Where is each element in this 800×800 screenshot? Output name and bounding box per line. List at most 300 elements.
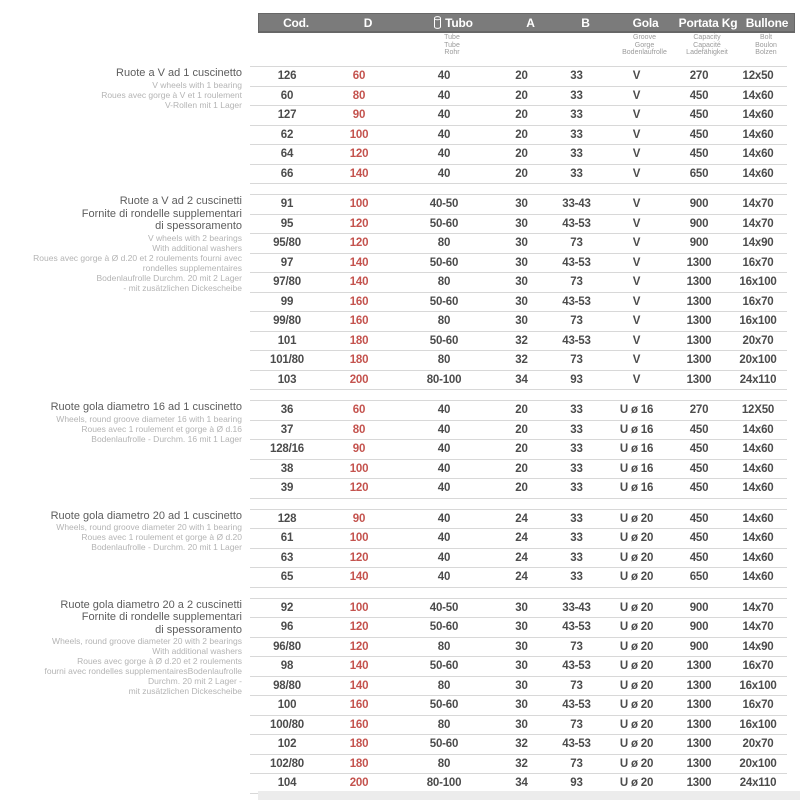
cell-bullone: 16x100 bbox=[739, 679, 777, 692]
cell-b: 73 bbox=[570, 718, 583, 731]
table-row bbox=[250, 479, 787, 499]
group-subtitle-line: Roues avec gorge à Ø d.20 et 2 roulements bbox=[77, 656, 242, 666]
subheader-line: Boulon bbox=[755, 41, 777, 49]
cell-bullone: 14x60 bbox=[742, 551, 774, 564]
cell-d: 160 bbox=[349, 718, 369, 731]
column-header-label: Tubo bbox=[445, 15, 473, 30]
group-rows bbox=[250, 509, 787, 588]
cell-d: 120 bbox=[349, 237, 369, 250]
table-row bbox=[250, 371, 787, 391]
cell-cod: 104 bbox=[277, 777, 297, 790]
cell-b: 73 bbox=[570, 315, 583, 328]
cell-gola: V bbox=[632, 295, 641, 308]
cell-d: 90 bbox=[352, 512, 366, 525]
cell-d: 140 bbox=[349, 256, 369, 269]
cell-cod: 65 bbox=[280, 571, 294, 584]
cell-b: 73 bbox=[570, 237, 583, 250]
cell-d: 80 bbox=[352, 89, 366, 102]
cell-bullone: 14x90 bbox=[742, 640, 774, 653]
subheader-line: Groove bbox=[633, 34, 656, 41]
cell-a: 32 bbox=[515, 354, 528, 367]
cell-gola: V bbox=[632, 276, 641, 289]
cell-b: 33 bbox=[570, 109, 583, 122]
cell-cod: 37 bbox=[280, 423, 294, 436]
cell-bullone: 20x100 bbox=[739, 354, 777, 367]
cell-tubo: 40 bbox=[437, 109, 451, 122]
cell-tubo: 40 bbox=[437, 462, 451, 475]
cell-cod: 95/80 bbox=[273, 237, 301, 250]
cell-cod: 38 bbox=[280, 462, 294, 475]
cell-a: 20 bbox=[515, 462, 528, 475]
column-header-gola bbox=[613, 16, 678, 30]
cell-d: 140 bbox=[349, 679, 369, 692]
cell-portata-kg: 450 bbox=[689, 462, 709, 475]
cell-portata-kg: 270 bbox=[689, 70, 709, 83]
cell-gola: V bbox=[632, 256, 641, 269]
cell-d: 100 bbox=[349, 198, 369, 211]
cell-cod: 97 bbox=[280, 256, 294, 269]
cell-tubo: 80 bbox=[437, 679, 451, 692]
cell-b: 33 bbox=[570, 571, 583, 584]
cell-d: 140 bbox=[349, 660, 369, 673]
cell-cod: 95 bbox=[280, 217, 294, 230]
cell-tubo: 80-100 bbox=[426, 373, 462, 386]
cell-gola: U ø 20 bbox=[619, 640, 654, 653]
subheader-line: Capacité bbox=[693, 41, 721, 49]
cell-portata-kg: 450 bbox=[689, 148, 709, 161]
cell-a: 20 bbox=[515, 89, 528, 102]
cell-d: 100 bbox=[349, 532, 369, 545]
column-header-cod bbox=[259, 16, 333, 30]
cell-portata-kg: 1300 bbox=[686, 334, 712, 347]
cell-cod: 128/16 bbox=[270, 443, 304, 456]
cell-gola: V bbox=[632, 373, 641, 386]
column-header-tubo bbox=[403, 16, 503, 30]
column-subheader-d bbox=[332, 34, 402, 57]
cell-tubo: 40-50 bbox=[429, 601, 459, 614]
column-header-label: A bbox=[526, 15, 535, 30]
cell-portata-kg: 450 bbox=[689, 532, 709, 545]
cell-a: 20 bbox=[515, 167, 528, 180]
table-row bbox=[250, 735, 787, 755]
cell-a: 30 bbox=[515, 217, 528, 230]
cell-b: 33 bbox=[570, 128, 583, 141]
cell-cod: 63 bbox=[280, 551, 294, 564]
cell-d: 160 bbox=[349, 315, 369, 328]
cell-a: 34 bbox=[515, 373, 528, 386]
table-row bbox=[250, 273, 787, 293]
cell-portata-kg: 1300 bbox=[686, 256, 712, 269]
cell-a: 32 bbox=[515, 757, 528, 770]
cell-a: 30 bbox=[515, 601, 528, 614]
cell-gola: U ø 20 bbox=[619, 777, 654, 790]
group-title-line: di spessoramento bbox=[155, 220, 242, 232]
group-rows bbox=[250, 400, 787, 499]
cell-bullone: 16x100 bbox=[739, 276, 777, 289]
cell-tubo: 80 bbox=[437, 640, 451, 653]
cell-portata-kg: 900 bbox=[689, 237, 709, 250]
table-row bbox=[250, 312, 787, 332]
cell-portata-kg: 900 bbox=[689, 621, 709, 634]
cell-d: 100 bbox=[349, 128, 369, 141]
cell-cod: 66 bbox=[280, 167, 294, 180]
cell-a: 30 bbox=[515, 315, 528, 328]
cell-bullone: 14x60 bbox=[742, 128, 774, 141]
cell-a: 30 bbox=[515, 276, 528, 289]
cell-b: 43-53 bbox=[562, 334, 591, 347]
cell-tubo: 80-100 bbox=[426, 777, 462, 790]
table-row bbox=[250, 618, 787, 638]
cell-gola: V bbox=[632, 198, 641, 211]
cell-portata-kg: 450 bbox=[689, 443, 709, 456]
cell-tubo: 40 bbox=[437, 89, 451, 102]
cell-bullone: 20x70 bbox=[742, 334, 774, 347]
cell-bullone: 14x70 bbox=[742, 198, 774, 211]
cell-cod: 101 bbox=[277, 334, 297, 347]
cell-gola: U ø 16 bbox=[619, 462, 654, 475]
table-row bbox=[250, 234, 787, 254]
cell-cod: 36 bbox=[280, 404, 294, 417]
cell-gola: U ø 16 bbox=[619, 482, 654, 495]
column-subheader-cod bbox=[258, 34, 332, 57]
cell-d: 120 bbox=[349, 482, 369, 495]
cell-gola: U ø 20 bbox=[619, 660, 654, 673]
cell-b: 33-43 bbox=[562, 601, 591, 614]
cell-tubo: 80 bbox=[437, 354, 451, 367]
product-group-4 bbox=[0, 509, 800, 588]
table-header-bar bbox=[258, 13, 795, 33]
cell-b: 43-53 bbox=[562, 295, 591, 308]
cell-d: 140 bbox=[349, 167, 369, 180]
cell-tubo: 40 bbox=[437, 512, 451, 525]
cell-b: 93 bbox=[570, 373, 583, 386]
cell-a: 20 bbox=[515, 443, 528, 456]
cell-b: 43-53 bbox=[562, 621, 591, 634]
cell-bullone: 14x60 bbox=[742, 532, 774, 545]
cell-gola: V bbox=[632, 109, 641, 122]
cell-tubo: 50-60 bbox=[429, 699, 459, 712]
cell-a: 20 bbox=[515, 404, 528, 417]
cell-cod: 96 bbox=[280, 621, 294, 634]
group-subtitle-line: V wheels with 2 bearings bbox=[147, 232, 242, 243]
cell-d: 120 bbox=[349, 148, 369, 161]
product-group-1 bbox=[0, 66, 800, 184]
cell-cod: 128 bbox=[277, 512, 297, 525]
cell-a: 30 bbox=[515, 640, 528, 653]
table-row bbox=[250, 165, 787, 185]
table-row bbox=[250, 351, 787, 371]
cell-tubo: 40 bbox=[437, 443, 451, 456]
cell-d: 120 bbox=[349, 551, 369, 564]
cell-b: 73 bbox=[570, 640, 583, 653]
cell-cod: 60 bbox=[280, 89, 294, 102]
cell-d: 140 bbox=[349, 571, 369, 584]
group-label-block bbox=[0, 194, 250, 390]
cell-tubo: 80 bbox=[437, 718, 451, 731]
cell-b: 43-53 bbox=[562, 699, 591, 712]
cell-portata-kg: 1300 bbox=[686, 699, 712, 712]
subheader-line: Tube bbox=[444, 41, 460, 49]
cell-d: 100 bbox=[349, 462, 369, 475]
cell-gola: U ø 20 bbox=[619, 551, 654, 564]
cell-a: 24 bbox=[515, 532, 528, 545]
cell-bullone: 16x100 bbox=[739, 315, 777, 328]
cell-d: 120 bbox=[349, 640, 369, 653]
group-subtitle-line: Roues avec gorge à V et 1 roulement bbox=[101, 89, 242, 100]
cell-cod: 127 bbox=[277, 109, 297, 122]
table-row bbox=[250, 510, 787, 530]
cell-gola: V bbox=[632, 217, 641, 230]
cell-a: 20 bbox=[515, 148, 528, 161]
cell-d: 160 bbox=[349, 295, 369, 308]
cell-cod: 103 bbox=[277, 373, 297, 386]
cell-cod: 101/80 bbox=[270, 354, 304, 367]
table-row bbox=[250, 440, 787, 460]
group-subtitle-line: Bodenlaufrolle - Durchm. 16 mit 1 Lager bbox=[91, 433, 242, 444]
cell-b: 43-53 bbox=[562, 256, 591, 269]
cell-portata-kg: 1300 bbox=[686, 757, 712, 770]
table-row bbox=[250, 401, 787, 421]
cell-a: 30 bbox=[515, 256, 528, 269]
cell-portata-kg: 1300 bbox=[686, 738, 712, 751]
column-header-label: Cod. bbox=[283, 15, 309, 30]
group-subtitle-line: With additional washers bbox=[152, 242, 242, 253]
cell-d: 60 bbox=[352, 70, 366, 83]
cell-a: 30 bbox=[515, 621, 528, 634]
cell-a: 30 bbox=[515, 660, 528, 673]
cell-tubo: 40 bbox=[437, 532, 451, 545]
table-row bbox=[250, 67, 787, 87]
table-row bbox=[250, 677, 787, 697]
table-row bbox=[250, 696, 787, 716]
cell-portata-kg: 1300 bbox=[686, 373, 712, 386]
cell-gola: U ø 20 bbox=[619, 621, 654, 634]
cell-b: 73 bbox=[570, 757, 583, 770]
cell-tubo: 40 bbox=[437, 482, 451, 495]
table-row bbox=[250, 529, 787, 549]
cell-a: 34 bbox=[515, 777, 528, 790]
cell-portata-kg: 1300 bbox=[686, 777, 712, 790]
cell-cod: 102/80 bbox=[270, 757, 304, 770]
cell-cod: 98/80 bbox=[273, 679, 301, 692]
cell-gola: V bbox=[632, 334, 641, 347]
product-group-5 bbox=[0, 598, 800, 794]
cell-cod: 39 bbox=[280, 482, 294, 495]
cell-a: 32 bbox=[515, 334, 528, 347]
cell-b: 43-53 bbox=[562, 217, 591, 230]
group-subtitle-line: - mit zusätzlichen Dickescheibe bbox=[123, 282, 242, 293]
cell-cod: 91 bbox=[280, 198, 294, 211]
cell-portata-kg: 1300 bbox=[686, 718, 712, 731]
cell-a: 24 bbox=[515, 512, 528, 525]
cell-d: 60 bbox=[352, 404, 366, 417]
group-subtitle-line: Bodenlaufrolle - Durchm. 20 mit 1 Lager bbox=[91, 542, 242, 552]
cell-gola: U ø 20 bbox=[619, 757, 654, 770]
table-row bbox=[250, 599, 787, 619]
cell-bullone: 12x50 bbox=[742, 70, 774, 83]
group-rows bbox=[250, 66, 787, 184]
cell-bullone: 16x70 bbox=[742, 256, 774, 269]
cell-cod: 99 bbox=[280, 295, 294, 308]
group-subtitle-line: Roues avec 1 roulement et gorge à Ø d.16 bbox=[81, 423, 242, 434]
cell-portata-kg: 900 bbox=[689, 198, 709, 211]
table-row bbox=[250, 215, 787, 235]
cell-cod: 96/80 bbox=[273, 640, 301, 653]
column-header-label: Gola bbox=[632, 15, 659, 30]
cell-portata-kg: 1300 bbox=[686, 295, 712, 308]
cell-cod: 62 bbox=[280, 128, 294, 141]
cell-b: 43-53 bbox=[562, 738, 591, 751]
cell-tubo: 40 bbox=[437, 551, 451, 564]
cell-b: 43-53 bbox=[562, 660, 591, 673]
cell-gola: V bbox=[632, 148, 641, 161]
column-subheader-gola bbox=[612, 34, 677, 57]
cell-gola: U ø 20 bbox=[619, 571, 654, 584]
cell-tubo: 80 bbox=[437, 276, 451, 289]
column-subheader-a bbox=[502, 34, 557, 57]
cell-portata-kg: 450 bbox=[689, 482, 709, 495]
cell-gola: U ø 20 bbox=[619, 718, 654, 731]
cell-d: 100 bbox=[349, 601, 369, 614]
cell-a: 20 bbox=[515, 70, 528, 83]
group-title-line: Ruote gola diametro 20 a 2 cuscinetti bbox=[60, 598, 242, 611]
cell-d: 180 bbox=[349, 354, 369, 367]
cell-bullone: 14x60 bbox=[742, 423, 774, 436]
cell-tubo: 80 bbox=[437, 315, 451, 328]
cell-tubo: 40 bbox=[437, 404, 451, 417]
cell-a: 20 bbox=[515, 109, 528, 122]
cell-portata-kg: 450 bbox=[689, 109, 709, 122]
cell-a: 20 bbox=[515, 423, 528, 436]
column-header-label: D bbox=[363, 15, 373, 30]
cell-b: 33 bbox=[570, 443, 583, 456]
cell-cod: 97/80 bbox=[273, 276, 301, 289]
cell-cod: 64 bbox=[280, 148, 294, 161]
group-subtitle-line: Roues avec gorge à Ø d.20 et 2 roulements fourni avec bbox=[33, 252, 242, 263]
group-label-block bbox=[0, 509, 250, 588]
group-label-block bbox=[0, 598, 250, 794]
group-subtitle-line: V wheels with 1 bearing bbox=[152, 79, 242, 90]
cell-tubo: 40 bbox=[437, 423, 451, 436]
cell-tubo: 40 bbox=[437, 70, 451, 83]
column-header-a bbox=[503, 16, 558, 30]
subheader-line: Bolt bbox=[759, 34, 773, 41]
group-subtitle-line: V-Rollen mit 1 Lager bbox=[164, 99, 242, 110]
group-title-line: Ruote gola diametro 20 ad 1 cuscinetto bbox=[50, 509, 242, 522]
table-subheader-row bbox=[258, 34, 795, 57]
cell-bullone: 14x60 bbox=[742, 148, 774, 161]
cell-bullone: 14x60 bbox=[742, 571, 774, 584]
table-row bbox=[250, 126, 787, 146]
cell-b: 33 bbox=[570, 148, 583, 161]
cell-tubo: 50-60 bbox=[429, 256, 459, 269]
cell-a: 30 bbox=[515, 679, 528, 692]
group-rows bbox=[250, 598, 787, 794]
cell-portata-kg: 1300 bbox=[686, 679, 712, 692]
group-subtitle-line: mit zusätzlichen Dickescheibe bbox=[128, 686, 242, 696]
group-subtitle-line: Wheels, round groove diameter 16 with 1 bearing bbox=[56, 413, 242, 424]
column-header-label: Bullone bbox=[745, 15, 789, 30]
cell-tubo: 50-60 bbox=[429, 738, 459, 751]
subheader-line: Rohr bbox=[444, 49, 460, 56]
cell-cod: 61 bbox=[280, 532, 294, 545]
table-row bbox=[250, 755, 787, 775]
group-title-line: di spessoramento bbox=[155, 623, 242, 636]
table-body bbox=[0, 66, 800, 800]
cell-bullone: 12X50 bbox=[741, 404, 775, 417]
column-header-label: B bbox=[581, 15, 590, 30]
cell-b: 33 bbox=[570, 70, 583, 83]
column-subheader-tubo bbox=[402, 34, 502, 57]
cell-gola: V bbox=[632, 70, 641, 83]
cell-cod: 100 bbox=[277, 699, 297, 712]
table-row bbox=[250, 106, 787, 126]
cell-a: 32 bbox=[515, 738, 528, 751]
cell-portata-kg: 1300 bbox=[686, 354, 712, 367]
cell-gola: V bbox=[632, 128, 641, 141]
cell-tubo: 40 bbox=[437, 167, 451, 180]
cell-gola: U ø 16 bbox=[619, 423, 654, 436]
cell-b: 33 bbox=[570, 551, 583, 564]
cell-portata-kg: 450 bbox=[689, 128, 709, 141]
cell-portata-kg: 450 bbox=[689, 512, 709, 525]
column-header-label: Portata Kg bbox=[678, 15, 738, 30]
cell-portata-kg: 1300 bbox=[686, 276, 712, 289]
cell-bullone: 16x70 bbox=[742, 295, 774, 308]
cell-cod: 98 bbox=[280, 660, 294, 673]
cell-b: 33 bbox=[570, 512, 583, 525]
cell-gola: U ø 16 bbox=[619, 404, 654, 417]
group-subtitle-line: With additional washers bbox=[152, 646, 242, 656]
subheader-line: Capacity bbox=[693, 34, 721, 41]
cell-portata-kg: 270 bbox=[689, 404, 709, 417]
cell-portata-kg: 450 bbox=[689, 89, 709, 102]
column-subheader-b bbox=[557, 34, 612, 57]
table-header bbox=[258, 13, 795, 57]
group-subtitle-line: fourni avec rondelles supplementairesBodenlaufrolle bbox=[44, 666, 242, 676]
cell-d: 180 bbox=[349, 334, 369, 347]
cell-tubo: 50-60 bbox=[429, 217, 459, 230]
column-header-portata-kg bbox=[678, 16, 738, 30]
cell-b: 73 bbox=[570, 276, 583, 289]
cell-b: 33 bbox=[570, 482, 583, 495]
cell-a: 24 bbox=[515, 551, 528, 564]
cell-bullone: 14x70 bbox=[742, 601, 774, 614]
column-header-b bbox=[558, 16, 613, 30]
footer-strip bbox=[258, 791, 800, 800]
cell-bullone: 20x100 bbox=[739, 757, 777, 770]
cell-tubo: 40 bbox=[437, 128, 451, 141]
cell-portata-kg: 1300 bbox=[686, 315, 712, 328]
cell-tubo: 50-60 bbox=[429, 295, 459, 308]
cell-bullone: 14x60 bbox=[742, 89, 774, 102]
subheader-line: Bolzen bbox=[755, 49, 777, 56]
cell-gola: U ø 20 bbox=[619, 601, 654, 614]
group-subtitle-line: Roues avec 1 roulement et gorge à Ø d.20 bbox=[81, 532, 242, 542]
cell-a: 20 bbox=[515, 128, 528, 141]
cell-cod: 92 bbox=[280, 601, 294, 614]
cell-bullone: 24x110 bbox=[739, 777, 777, 790]
cell-portata-kg: 450 bbox=[689, 423, 709, 436]
table-row bbox=[250, 254, 787, 274]
cell-bullone: 14x60 bbox=[742, 512, 774, 525]
cell-a: 30 bbox=[515, 718, 528, 731]
cell-b: 33 bbox=[570, 167, 583, 180]
cell-bullone: 24x110 bbox=[739, 373, 777, 386]
cell-tubo: 80 bbox=[437, 237, 451, 250]
table-row bbox=[250, 87, 787, 107]
group-title-line: Ruote a V ad 1 cuscinetto bbox=[116, 67, 242, 79]
